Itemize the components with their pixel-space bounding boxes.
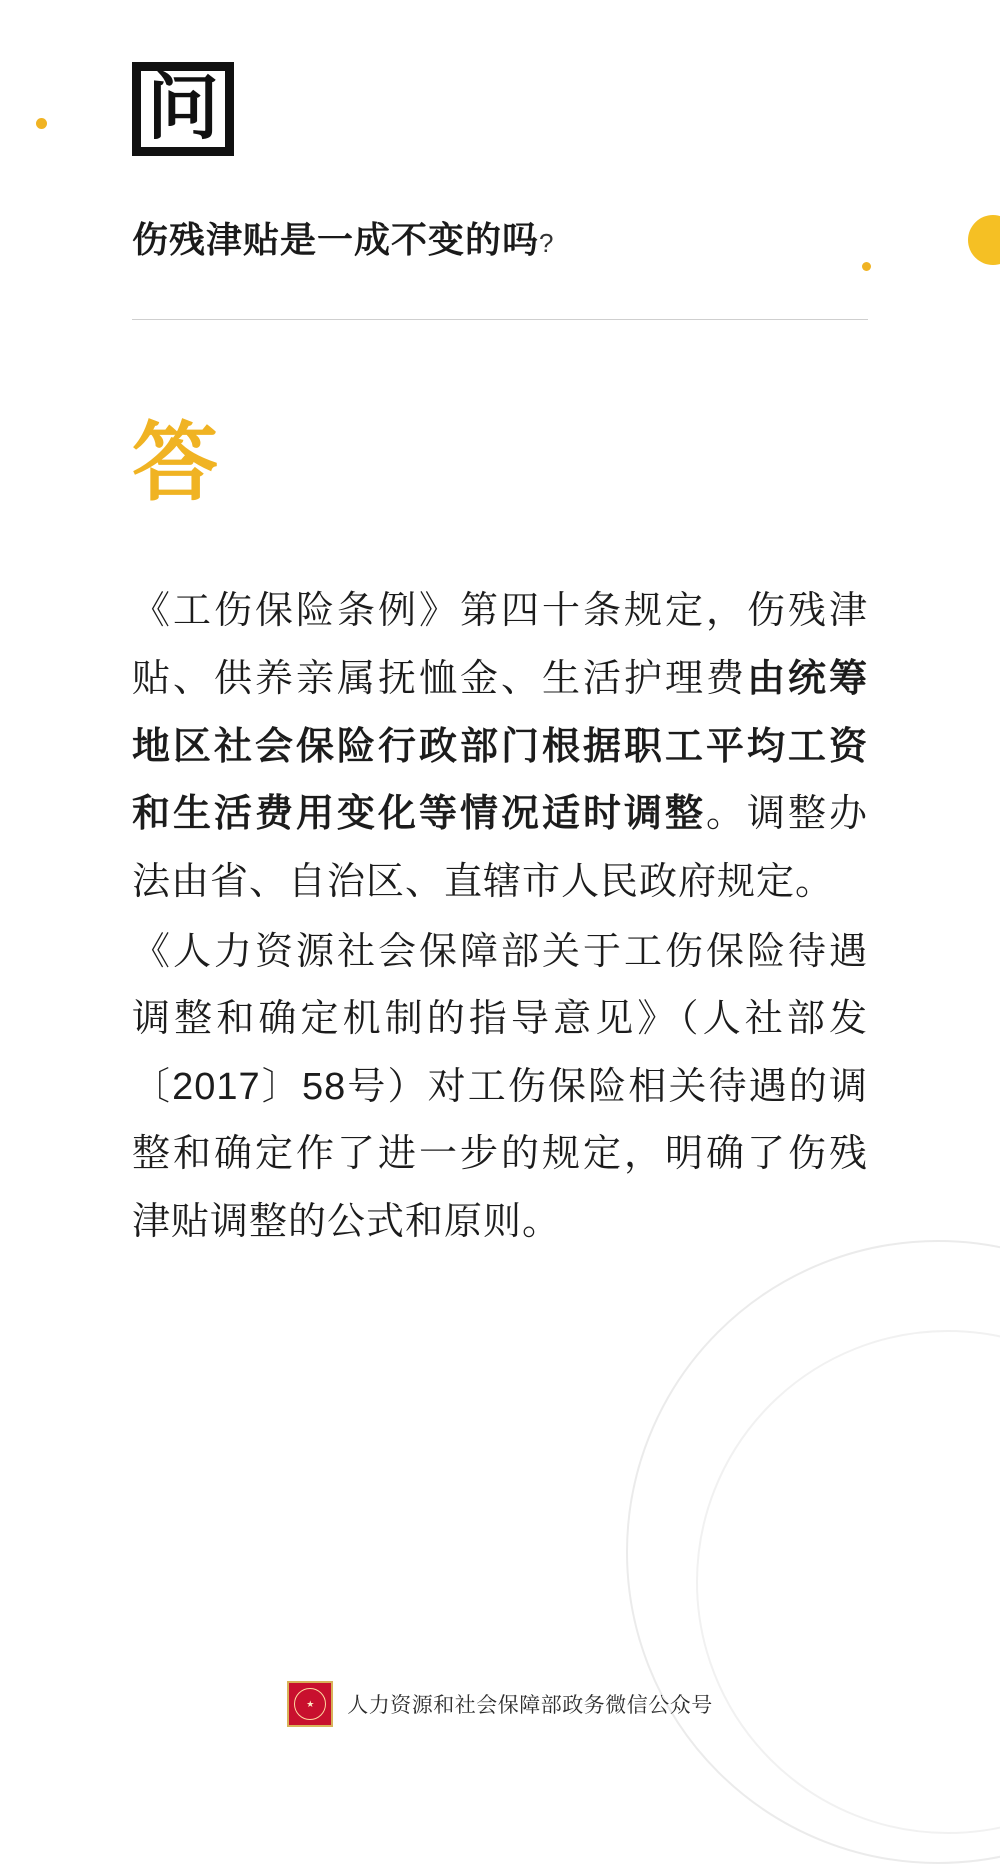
footer-caption: 人力资源和社会保障部政务微信公众号 bbox=[347, 1694, 713, 1717]
question-title-text: 伤残津贴是一成不变的吗 bbox=[132, 219, 540, 261]
answer-badge: 答 bbox=[132, 413, 218, 514]
question-badge-label: 问 bbox=[147, 65, 220, 149]
answer-segment-bold: 由统筹地区社会保险行政部门根据职工平均工资和生活费用变化等情况适时调整 bbox=[132, 658, 868, 836]
answer-paragraph bbox=[132, 578, 868, 916]
section-divider bbox=[132, 319, 868, 320]
answer-segment: 《工伤保险条例》第四十条规定，伤残津贴、供养亲属抚恤金、生活护理费 bbox=[132, 590, 868, 701]
question-title-mark: ? bbox=[539, 228, 555, 259]
question-badge bbox=[132, 62, 234, 156]
emblem-inner: ★ bbox=[294, 1688, 326, 1720]
answer-body bbox=[132, 578, 868, 1256]
answer-segment: 《人力资源社会保障部关于工伤保险待遇调整和确定机制的指导意见》（人社部发〔2017〕58号）对工伤保险相关待遇的调整和确定作了进一步的规定，明确了伤残津贴调整的公式和原则。 bbox=[132, 930, 868, 1244]
answer-segment: 。调整办法由省、自治区、直辖市人民政府规定。 bbox=[132, 793, 868, 903]
answer-paragraph bbox=[132, 919, 868, 1257]
question-title bbox=[132, 212, 868, 263]
